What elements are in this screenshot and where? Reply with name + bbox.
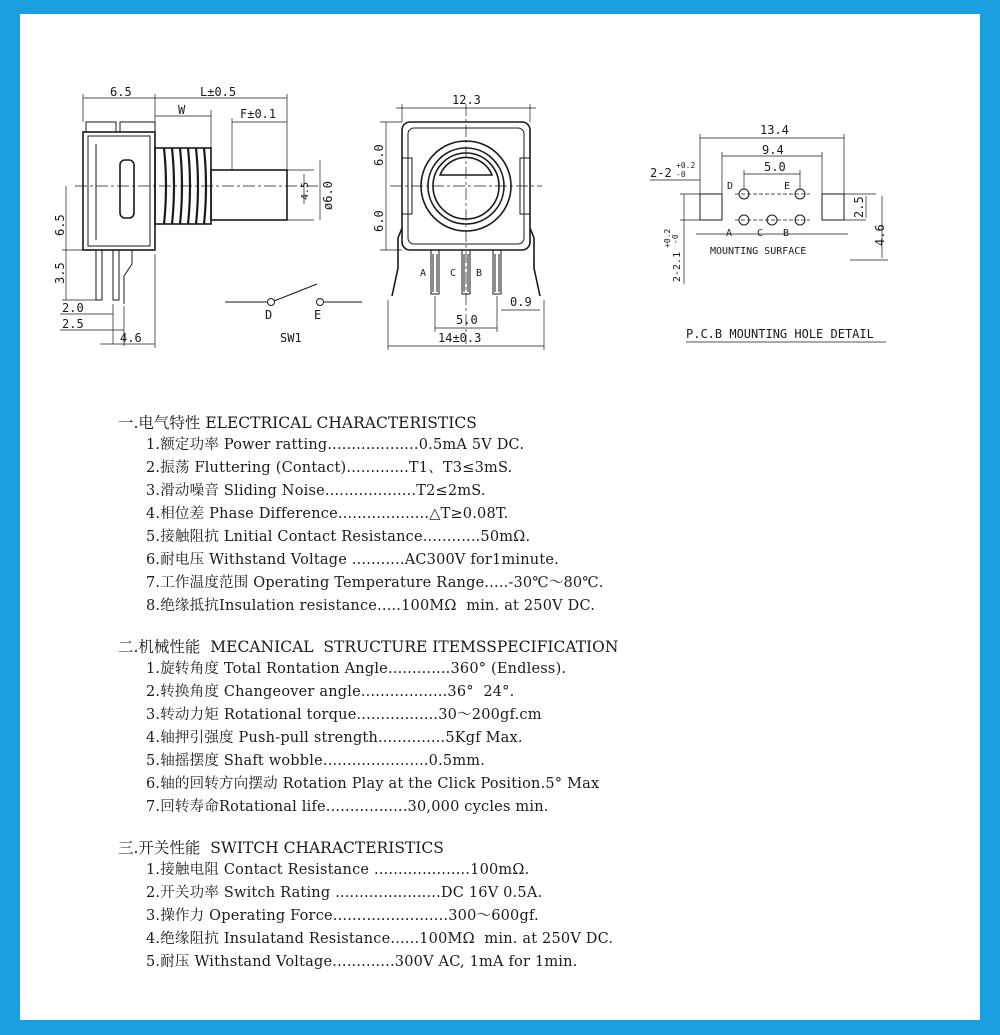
pcb-dim-2-5: 2.5 (852, 196, 866, 218)
spec-line: 7.工作温度范围 Operating Temperature Range.....-30℃～80℃. (146, 575, 604, 591)
spec-line: 3.转动力矩 Rotational torque.................30～200gf.cm (146, 707, 542, 723)
dim-6-0-lower: 6.0 (372, 210, 386, 232)
dim-14: 14±0.3 (438, 331, 482, 345)
mechanical-section (118, 636, 918, 819)
switch-section (118, 837, 918, 974)
spec-line: 5.接触阻抗 Lnitial Contact Resistance............50mΩ. (146, 529, 531, 545)
specifications (118, 412, 918, 992)
pcb-tol-top: 2-2 (650, 166, 672, 180)
spec-line: 4.轴押引强度 Push-pull strength..............5Kgf Max. (146, 730, 523, 746)
dim-5-0: 5.0 (456, 313, 478, 327)
spec-line: 7.回转寿命Rotational life.................30,000 cycles min. (146, 799, 549, 815)
section-title-electrical: 一.电气特性 ELECTRICAL CHARACTERISTICS (118, 414, 477, 432)
pin-label-a: A (420, 268, 427, 279)
side-view (53, 85, 335, 348)
spec-line: 6.耐电压 Withstand Voltage ...........AC300V for1minute. (146, 552, 559, 568)
dim-W: W (178, 103, 186, 117)
pcb-caption: P.C.B MOUNTING HOLE DETAIL (686, 327, 874, 341)
pcb-tol-left-sub: -0 (671, 234, 680, 244)
pin-label-c: C (450, 268, 457, 279)
spec-line: 5.轴摇摆度 Shaft wobble......................0.5mm. (146, 753, 486, 769)
pcb-hole-b: B (783, 228, 790, 239)
spec-line: 3.滑动噪音 Sliding Noise...................T2≤2mS. (146, 483, 486, 499)
spec-line: 2.振荡 Fluttering (Contact).............T1、T3≤3mS. (146, 460, 513, 476)
pcb-dim-13-4: 13.4 (760, 123, 789, 137)
front-view (372, 93, 544, 350)
pcb-hole-detail (650, 123, 888, 342)
dim-2-5: 2.5 (62, 317, 84, 331)
section-title-mechanical: 二.机械性能 MECANICAL STRUCTURE ITEMSSPECIFICATION (118, 638, 619, 656)
dim-4-6: 4.6 (120, 331, 142, 345)
dim-4-5: 4.5 (300, 181, 311, 200)
dim-L: L±0.5 (200, 85, 237, 99)
switch-label-d: D (265, 308, 273, 322)
dim-2-0: 2.0 (62, 301, 84, 315)
dim-12-3: 12.3 (452, 93, 481, 107)
spec-line: 1.接触电阻 Contact Resistance ....................100mΩ. (146, 862, 530, 878)
dim-6-0-upper: 6.0 (372, 144, 386, 166)
spec-line: 3.操作力 Operating Force........................300～600gf. (146, 908, 539, 924)
pcb-hole-c: C (757, 228, 764, 239)
spec-line: 1.旋转角度 Total Rontation Angle.............360° (Endless). (146, 661, 567, 677)
technical-drawing (20, 14, 980, 394)
pcb-tol-left-sup: +0.2 (663, 228, 672, 248)
pcb-tol-top-sup: +0.2 (676, 161, 696, 170)
pcb-dim-5-0: 5.0 (764, 160, 786, 174)
pcb-tol-top-sub: -0 (676, 170, 686, 179)
spec-line: 4.绝缘阻抗 Insulatand Resistance......100MΩ min. at 250V DC. (146, 931, 614, 947)
dim-3-5: 3.5 (53, 262, 67, 284)
dim-6-0-dia: ø6.0 (321, 181, 335, 210)
switch-label-e: E (314, 308, 322, 322)
spec-line: 8.绝缘抵抗Insulation resistance.....100MΩ min. at 250V DC. (146, 598, 596, 614)
switch-name: SW1 (280, 331, 302, 345)
pin-label-b: B (476, 268, 483, 279)
dim-6-5-top: 6.5 (110, 85, 132, 99)
pcb-dim-4-6: 4.6 (873, 224, 887, 246)
spec-line: 1.额定功率 Power ratting...................0.5mA 5V DC. (146, 437, 525, 453)
spec-line: 5.耐压 Withstand Voltage.............300V AC, 1mA for 1min. (146, 954, 578, 970)
dim-F: F±0.1 (240, 107, 277, 121)
mounting-surface-label: MOUNTING SURFACE (710, 246, 807, 257)
spec-line: 6.轴的回转方向摆动 Rotation Play at the Click Position.5° Max (146, 776, 600, 792)
pcb-hole-e: E (784, 181, 791, 192)
electrical-section (118, 412, 918, 618)
spec-line: 2.转换角度 Changeover angle..................36° 24°. (146, 684, 515, 700)
datasheet-page (20, 14, 980, 1020)
spec-line: 4.相位差 Phase Difference...................△T≥0.08T. (146, 506, 509, 522)
pcb-dim-9-4: 9.4 (762, 143, 784, 157)
spec-line: 2.开关功率 Switch Rating ......................DC 16V 0.5A. (146, 885, 543, 901)
dim-6-5-left: 6.5 (53, 214, 67, 236)
pcb-hole-a: A (726, 228, 733, 239)
pcb-tol-left: 2-2.1 (672, 251, 683, 282)
switch-symbol (225, 284, 362, 345)
dim-0-9: 0.9 (510, 295, 532, 309)
pcb-hole-d: D (727, 181, 734, 192)
section-title-switch: 三.开关性能 SWITCH CHARACTERISTICS (118, 839, 444, 857)
